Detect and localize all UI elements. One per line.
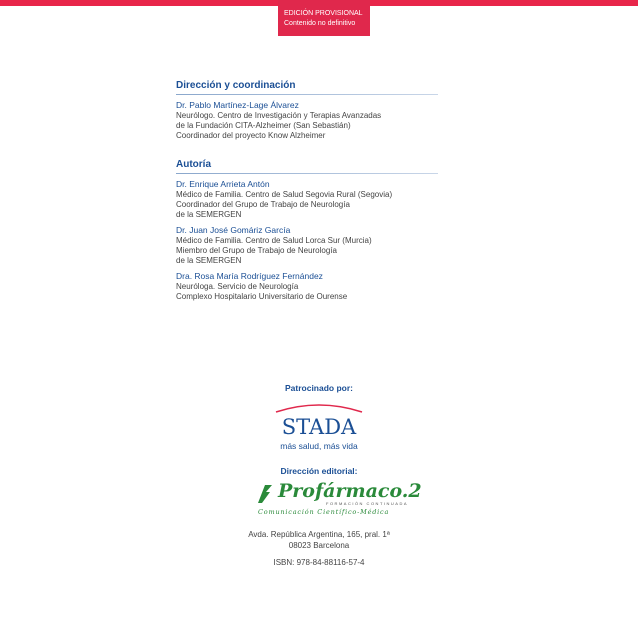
- person-name: Dr. Pablo Martínez-Lage Álvarez: [176, 100, 299, 110]
- person-detail: Coordinador del proyecto Know Alzheimer: [176, 131, 326, 140]
- person-entry: [176, 100, 438, 141]
- badge-line-1: EDICIÓN PROVISIONAL: [284, 10, 363, 17]
- person-detail: Médico de Familia. Centro de Salud Segovia Rural (Segovia): [176, 190, 393, 199]
- section-divider: [176, 173, 438, 174]
- person-entry: [176, 271, 438, 302]
- stada-brand-text: STADA: [281, 415, 357, 439]
- section-title-autoria: Autoría: [176, 159, 211, 170]
- leaf-icon: [256, 483, 274, 505]
- person-name: Dra. Rosa María Rodríguez Fernández: [176, 271, 323, 281]
- profarmaco-tagline: Comunicación Científico-Médica: [258, 508, 390, 516]
- profarmaco-logo: [256, 480, 422, 520]
- sponsor-slogan: más salud, más vida: [280, 441, 358, 451]
- person-detail: de la Fundación CITA-Alzheimer (San Sebastián): [176, 121, 351, 130]
- person-detail: Médico de Familia. Centro de Salud Lorca Sur (Murcia): [176, 236, 372, 245]
- badge-line-2: Contenido no definitivo: [284, 20, 356, 27]
- person-detail: Neuróloga. Servicio de Neurología: [176, 282, 299, 291]
- credits-block: [176, 80, 438, 307]
- profarmaco-brand: Profármaco.2: [278, 480, 422, 502]
- person-detail: Coordinador del Grupo de Trabajo de Neurología: [176, 200, 350, 209]
- person-name: Dr. Juan José Gomáriz García: [176, 225, 291, 235]
- editorial-label: Dirección editorial:: [280, 466, 358, 476]
- section-title-direccion: Dirección y coordinación: [176, 80, 296, 91]
- person-name: Dr. Enrique Arrieta Antón: [176, 179, 270, 189]
- address-line-2: 08023 Barcelona: [288, 541, 350, 550]
- person-entry: [176, 225, 438, 266]
- person-detail: de la SEMERGEN: [176, 210, 242, 219]
- stada-logo: [0, 400, 638, 442]
- provisional-edition-badge: [278, 0, 370, 36]
- profarmaco-subtitle: FORMACIÓN CONTINUADA: [326, 501, 408, 506]
- sponsor-label: Patrocinado por:: [284, 383, 353, 393]
- section-divider: [176, 94, 438, 95]
- person-detail: de la SEMERGEN: [176, 256, 242, 265]
- person-entry: [176, 179, 438, 220]
- isbn-text: ISBN: 978-84-88116-57-4: [273, 558, 365, 567]
- person-detail: Neurólogo. Centro de Investigación y Terapias Avanzadas: [176, 111, 382, 120]
- person-detail: Complexo Hospitalario Universitario de Ourense: [176, 292, 348, 301]
- person-detail: Miembro del Grupo de Trabajo de Neurología: [176, 246, 337, 255]
- logo-arc-icon: [276, 405, 362, 412]
- address-line-1: Avda. República Argentina, 165, pral. 1ª: [248, 530, 390, 539]
